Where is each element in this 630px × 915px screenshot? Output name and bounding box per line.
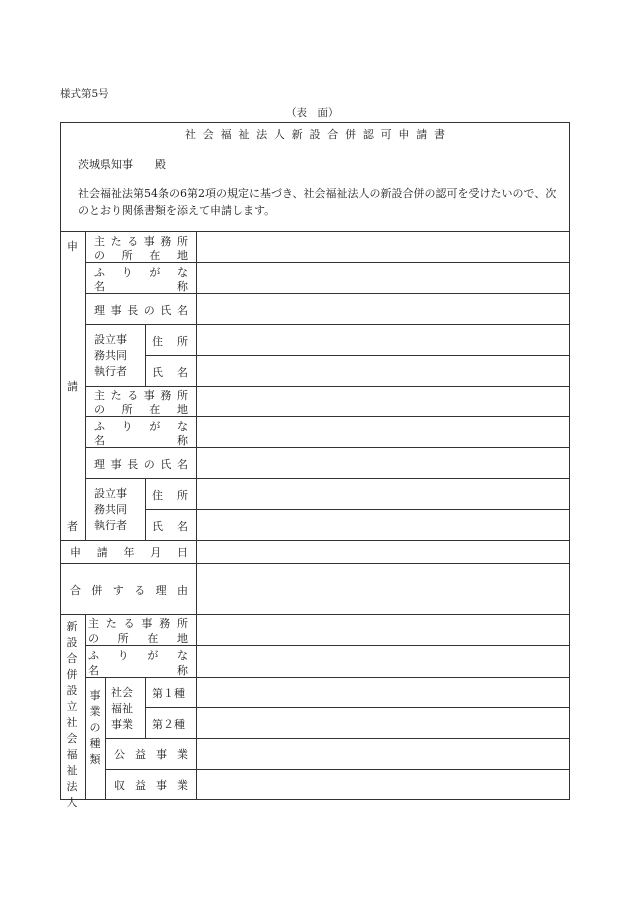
social-welfare-line3: 事業: [111, 718, 133, 731]
application-date-label: 申請年月日: [70, 546, 188, 559]
type-2-label: 第２種: [152, 718, 185, 731]
office-label-line2: の所在地: [94, 249, 188, 262]
new-office-label-line1: 主たる事務所: [88, 617, 188, 630]
founder-label-line1: 設立事: [94, 333, 127, 346]
person-name-label-b: 氏名: [152, 520, 188, 533]
social-welfare-line2: 福祉: [111, 702, 133, 715]
profit-business-label: 収益事業: [114, 779, 188, 792]
chairman-label-b: 理事長の氏名: [94, 458, 188, 471]
office-label-line2-b: の所在地: [94, 403, 188, 416]
name-label-b: 名称: [94, 434, 188, 447]
office-label-line1: 主たる事務所: [94, 235, 188, 248]
social-welfare-line1: 社会: [111, 686, 133, 699]
name-label: 名称: [94, 280, 188, 293]
founder-label-line3-b: 執行者: [94, 519, 127, 532]
addressee: 茨城県知事 殿: [78, 158, 166, 171]
new-office-label-line2: の所在地: [88, 632, 188, 645]
address-label: 住所: [152, 335, 188, 348]
new-corp-label: 新設合併設立社会福祉法人: [66, 620, 78, 809]
form-title: 社会福祉法人新設合併認可申請書: [185, 128, 445, 141]
business-type-label: 事業の種類: [89, 689, 101, 766]
side-label: （表 面）: [286, 107, 339, 119]
intro-text: 社会福祉法第54条の6第2項の規定に基づき、社会福祉法人の新設合併の認可を受けたいので、次のとおり関係書類を添えて申請します。: [78, 187, 557, 217]
person-name-label: 氏名: [152, 366, 188, 379]
chairman-label: 理事長の氏名: [94, 304, 188, 317]
founder-label-line2: 務共同: [94, 349, 127, 362]
form-number: 様式第5号: [60, 88, 109, 100]
type-1-label: 第１種: [152, 687, 185, 700]
address-label-b: 住所: [152, 489, 188, 502]
new-name-label: 名称: [88, 664, 188, 677]
furigana-label-b: ふりがな: [94, 420, 188, 433]
public-interest-label: 公益事業: [114, 748, 188, 761]
founder-label-line3: 執行者: [94, 365, 127, 378]
applicant-label-1: 申: [67, 240, 78, 253]
applicant-label-3: 者: [67, 520, 78, 533]
founder-label-line1-b: 設立事: [94, 487, 127, 500]
applicant-label-2: 請: [67, 380, 78, 393]
merger-reason-label: 合併する理由: [70, 584, 188, 597]
new-furigana-label: ふりがな: [88, 649, 188, 662]
furigana-label: ふりがな: [94, 266, 188, 279]
founder-label-line2-b: 務共同: [94, 503, 127, 516]
office-label-line1-b: 主たる事務所: [94, 389, 188, 402]
